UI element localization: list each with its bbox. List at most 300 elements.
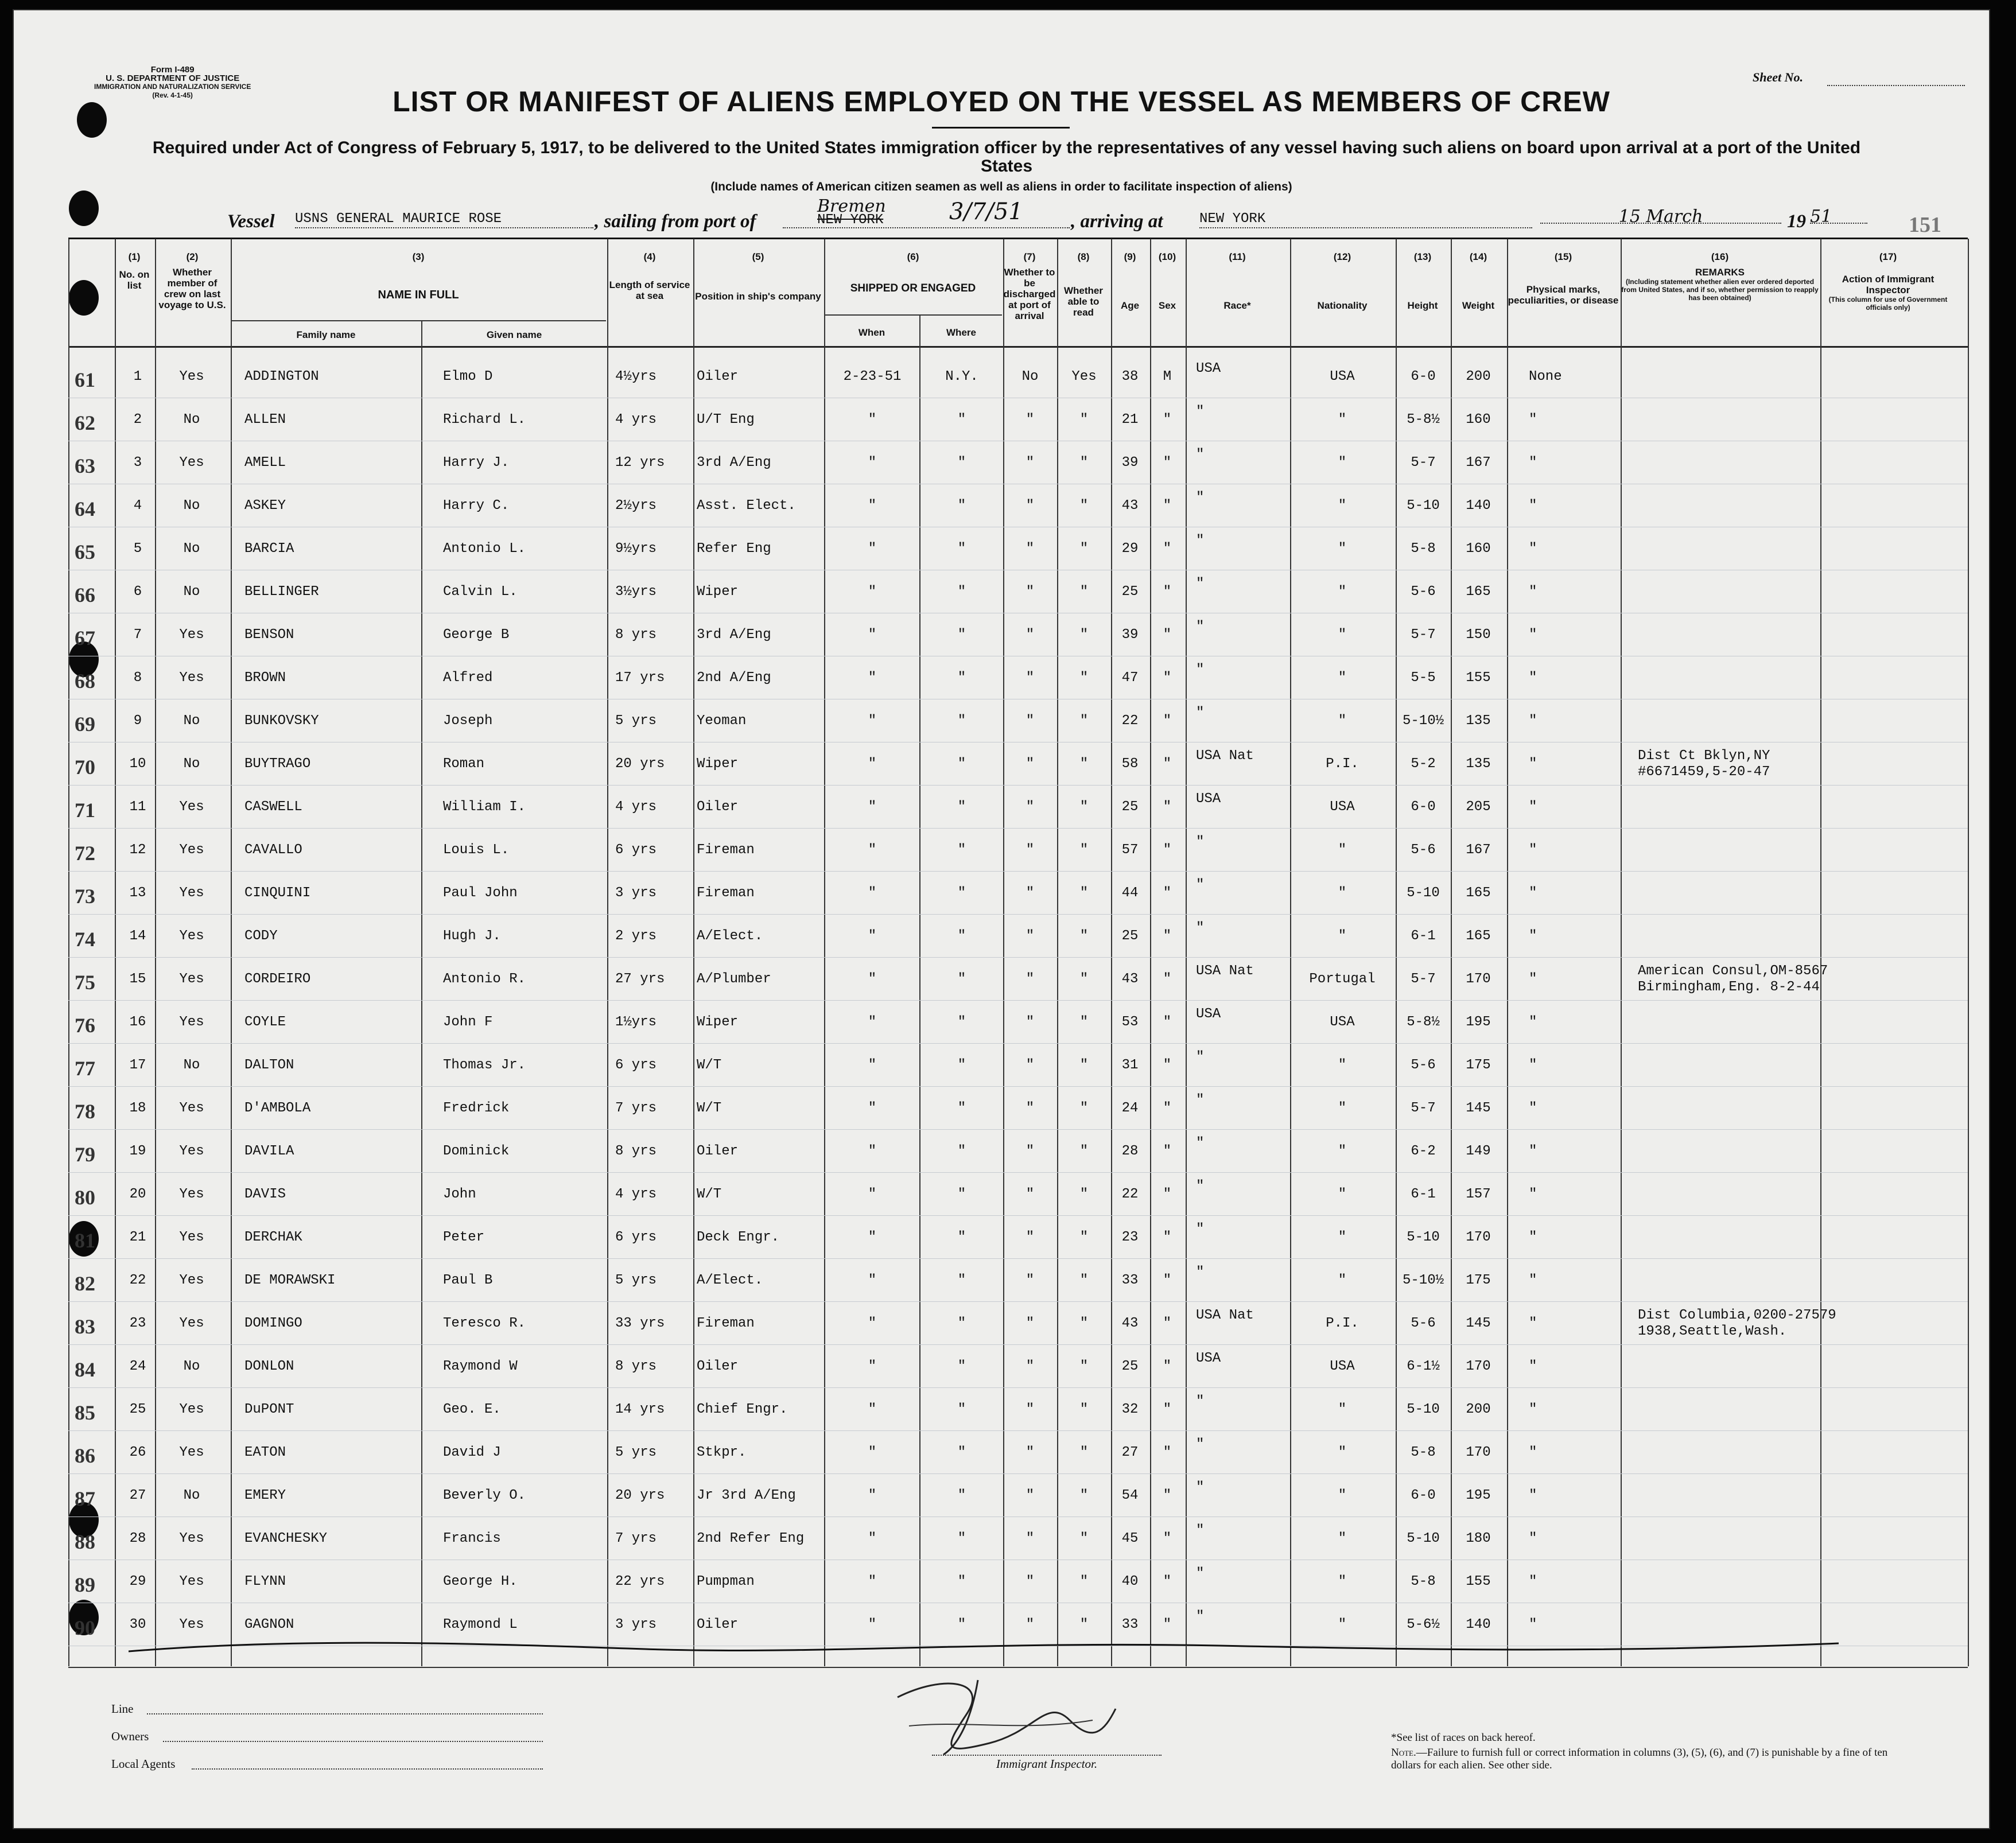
- position: Wiper: [697, 584, 739, 600]
- shipped-when: ": [868, 713, 877, 729]
- sex: ": [1163, 1402, 1172, 1417]
- able-to-read: ": [1079, 498, 1089, 514]
- position: Refer Eng: [697, 541, 771, 557]
- sheet-line-number: 77: [75, 1057, 95, 1080]
- nationality: ": [1338, 412, 1347, 427]
- column-line: [1968, 239, 1969, 1666]
- race: USA: [1196, 1006, 1221, 1022]
- discharged: ": [1026, 885, 1035, 901]
- physical-marks: ": [1529, 455, 1537, 471]
- form-title: LIST OR MANIFEST OF ALIENS EMPLOYED ON THE VESSEL AS MEMBERS OF CREW: [393, 85, 1610, 118]
- crew-last-voyage: No: [183, 1488, 200, 1503]
- discharged: ": [1026, 799, 1035, 815]
- shipped-when: ": [868, 1273, 877, 1288]
- race: ": [1196, 1136, 1205, 1151]
- service-length: 3 yrs: [615, 885, 657, 901]
- row-rule: [68, 914, 1968, 915]
- sex: ": [1163, 1187, 1172, 1202]
- able-to-read: ": [1079, 713, 1089, 729]
- form-subtitle-note: (Include names of American citizen seamen as well as aliens in order to facilitate inspection of aliens): [710, 180, 1292, 193]
- col6-subrule: [824, 314, 1002, 316]
- row-rule: [68, 1387, 1968, 1388]
- sex: ": [1163, 541, 1172, 557]
- weight: 145: [1466, 1316, 1491, 1331]
- position: Yeoman: [697, 713, 747, 729]
- race: ": [1196, 662, 1205, 678]
- given-name: Harry J.: [443, 455, 510, 471]
- physical-marks: ": [1529, 885, 1537, 901]
- able-to-read: ": [1079, 885, 1089, 901]
- given-name: Calvin L.: [443, 584, 518, 600]
- crew-last-voyage: Yes: [179, 1101, 204, 1116]
- nationality: ": [1338, 627, 1347, 643]
- owners-field[interactable]: [163, 1741, 543, 1742]
- nationality: P.I.: [1326, 1316, 1359, 1331]
- discharged: ": [1026, 584, 1035, 600]
- given-name: Raymond W: [443, 1359, 518, 1374]
- physical-marks: ": [1529, 842, 1537, 858]
- shipped-when: ": [868, 1445, 877, 1460]
- physical-marks: ": [1529, 1402, 1537, 1417]
- service-length: 6 yrs: [615, 1230, 657, 1245]
- service-length: 7 yrs: [615, 1531, 657, 1546]
- sex: ": [1163, 670, 1172, 686]
- sheet-line-number: 75: [75, 971, 95, 994]
- col2-header: Whether member of crew on last voyage to U.S.: [158, 267, 226, 310]
- crew-last-voyage: Yes: [179, 1531, 204, 1546]
- position: 3rd A/Eng: [697, 627, 771, 643]
- shipped-where: ": [957, 627, 966, 643]
- physical-marks: ": [1529, 1101, 1537, 1116]
- crew-last-voyage: No: [183, 541, 200, 557]
- able-to-read: ": [1079, 1187, 1089, 1202]
- crew-last-voyage: Yes: [179, 1445, 204, 1460]
- row-number: 5: [133, 541, 142, 557]
- physical-marks: ": [1529, 1488, 1537, 1503]
- col17-header: Action of Immigrant Inspector: [1842, 274, 1935, 295]
- position: W/T: [697, 1057, 722, 1073]
- family-name: EVANCHESKY: [244, 1531, 328, 1546]
- shipped-when: ": [868, 1402, 877, 1417]
- height: 5-7: [1411, 971, 1436, 987]
- age: 25: [1121, 928, 1139, 944]
- weight: 170: [1466, 1230, 1491, 1245]
- able-to-read: ": [1079, 1316, 1089, 1331]
- given-name: Joseph: [443, 713, 493, 729]
- sheet-line-number: 72: [75, 842, 95, 865]
- sex: ": [1163, 1057, 1172, 1073]
- sex: ": [1163, 1445, 1172, 1460]
- family-name: FLYNN: [244, 1574, 286, 1589]
- sheet-line-number: 65: [75, 541, 95, 563]
- able-to-read: ": [1079, 1445, 1089, 1460]
- family-name: CINQUINI: [244, 885, 311, 901]
- nationality: ": [1338, 1230, 1347, 1245]
- height: 5-6½: [1407, 1617, 1440, 1632]
- weight: 170: [1466, 971, 1491, 987]
- sheet-number-label: Sheet No.: [1753, 70, 1803, 84]
- sheet-line-number: 82: [75, 1272, 95, 1295]
- given-name: Dominick: [443, 1144, 510, 1159]
- col3-header: NAME IN FULL: [378, 289, 459, 301]
- sex: ": [1163, 799, 1172, 815]
- weight: 149: [1466, 1144, 1491, 1159]
- row-number: 4: [133, 498, 142, 514]
- row-number: 7: [133, 627, 142, 643]
- nationality: USA: [1330, 1014, 1355, 1030]
- col14-header: Weight: [1462, 300, 1495, 311]
- header-rule: [68, 346, 1968, 348]
- service-length: 2 yrs: [615, 928, 657, 944]
- age: 24: [1121, 1101, 1139, 1116]
- race: ": [1196, 877, 1205, 893]
- weight: 160: [1466, 541, 1491, 557]
- discharged: ": [1026, 756, 1035, 772]
- sex: ": [1163, 1101, 1172, 1116]
- height: 5-8½: [1407, 1014, 1440, 1030]
- shipped-where: ": [957, 1230, 966, 1245]
- family-name: ASKEY: [244, 498, 286, 514]
- able-to-read: ": [1079, 1101, 1089, 1116]
- race: ": [1196, 1609, 1205, 1624]
- line-label: Line: [111, 1702, 134, 1716]
- given-name: George H.: [443, 1574, 518, 1589]
- crew-last-voyage: Yes: [179, 1144, 204, 1159]
- given-name: Geo. E.: [443, 1402, 501, 1417]
- row-rule: [68, 1473, 1968, 1474]
- col10-number: (10): [1158, 251, 1176, 262]
- service-length: 27 yrs: [615, 971, 665, 987]
- weight: 140: [1466, 1617, 1491, 1632]
- sheet-line-number: 68: [75, 670, 95, 693]
- given-name: Teresco R.: [443, 1316, 526, 1331]
- discharged: ": [1026, 1359, 1035, 1374]
- sex: ": [1163, 1316, 1172, 1331]
- height: 6-0: [1411, 1488, 1436, 1503]
- discharged: ": [1026, 928, 1035, 944]
- column-line: [1186, 239, 1187, 1666]
- height: 5-8: [1411, 1445, 1436, 1460]
- discharged: ": [1026, 971, 1035, 987]
- family-name: BUNKOVSKY: [244, 713, 319, 729]
- col6-header: SHIPPED OR ENGAGED: [850, 282, 976, 294]
- race: ": [1196, 404, 1205, 419]
- height: 5-7: [1411, 455, 1436, 471]
- discharged: ": [1026, 670, 1035, 686]
- able-to-read: ": [1079, 1574, 1089, 1589]
- col6-number: (6): [907, 251, 919, 262]
- sail-date: 3/7/51: [949, 199, 1023, 225]
- remarks: American Consul,OM-8567 Birmingham,Eng. 8-2-44: [1638, 963, 1828, 995]
- crew-last-voyage: No: [183, 584, 200, 600]
- shipped-where: N.Y.: [945, 369, 978, 384]
- row-rule: [68, 1301, 1968, 1302]
- weight: 160: [1466, 412, 1491, 427]
- age: 43: [1121, 498, 1139, 514]
- col6-divider: [919, 314, 920, 1666]
- shipped-where: ": [957, 842, 966, 858]
- col13-number: (13): [1413, 251, 1432, 262]
- physical-marks: ": [1529, 1057, 1537, 1073]
- row-number: 14: [129, 928, 146, 944]
- race: USA: [1196, 1351, 1221, 1366]
- able-to-read: ": [1079, 842, 1089, 858]
- position: Oiler: [697, 1144, 739, 1159]
- sex: ": [1163, 928, 1172, 944]
- service-length: 5 yrs: [615, 713, 657, 729]
- position: Oiler: [697, 799, 739, 815]
- nationality: ": [1338, 1273, 1347, 1288]
- sheet-line-number: 80: [75, 1186, 95, 1209]
- crew-last-voyage: No: [183, 498, 200, 514]
- height: 5-10: [1407, 1230, 1440, 1245]
- sex: ": [1163, 885, 1172, 901]
- age: 47: [1121, 670, 1139, 686]
- col1-number: (1): [128, 251, 141, 262]
- nationality: USA: [1330, 369, 1355, 384]
- nationality: ": [1338, 1574, 1347, 1589]
- row-rule: [68, 871, 1968, 872]
- given-name: Peter: [443, 1230, 485, 1245]
- able-to-read: ": [1079, 1359, 1089, 1374]
- height: 5-7: [1411, 627, 1436, 643]
- able-to-read: ": [1079, 756, 1089, 772]
- discharged: ": [1026, 1101, 1035, 1116]
- crew-last-voyage: No: [183, 756, 200, 772]
- nationality: ": [1338, 541, 1347, 557]
- shipped-when: ": [868, 1359, 877, 1374]
- weight: 157: [1466, 1187, 1491, 1202]
- given-name: William I.: [443, 799, 526, 815]
- service-length: 4 yrs: [615, 799, 657, 815]
- row-number: 13: [129, 885, 146, 901]
- crew-last-voyage: No: [183, 713, 200, 729]
- weight: 170: [1466, 1445, 1491, 1460]
- row-number: 2: [133, 412, 142, 427]
- shipped-when: ": [868, 971, 877, 987]
- service-length: 33 yrs: [615, 1316, 665, 1331]
- col8-header: Whether able to read: [1064, 285, 1103, 318]
- shipped-where: ": [957, 1488, 966, 1503]
- row-number: 1: [133, 369, 142, 384]
- position: Oiler: [697, 369, 739, 384]
- shipped-when: ": [868, 455, 877, 471]
- given-name: Louis L.: [443, 842, 510, 858]
- able-to-read: ": [1079, 1057, 1089, 1073]
- sex: ": [1163, 1488, 1172, 1503]
- port-from-struck: NEW YORK: [817, 212, 884, 228]
- discharged: ": [1026, 1445, 1035, 1460]
- height: 6-2: [1411, 1144, 1436, 1159]
- column-line: [824, 239, 825, 1666]
- nationality: ": [1338, 498, 1347, 514]
- physical-marks: ": [1529, 1230, 1537, 1245]
- family-name: BARCIA: [244, 541, 294, 557]
- sex: ": [1163, 1531, 1172, 1546]
- line-field[interactable]: [147, 1713, 543, 1714]
- position: Deck Engr.: [697, 1230, 780, 1245]
- sex: ": [1163, 1144, 1172, 1159]
- shipped-when: ": [868, 1101, 877, 1116]
- arrival-date: 15 March: [1540, 207, 1781, 224]
- crew-last-voyage: Yes: [179, 1574, 204, 1589]
- physical-marks: ": [1529, 756, 1537, 772]
- given-name: Beverly O.: [443, 1488, 526, 1503]
- weight: 135: [1466, 756, 1491, 772]
- title-underline: [932, 127, 1070, 129]
- service-length: 1½yrs: [615, 1014, 657, 1030]
- height: 5-10: [1407, 885, 1440, 901]
- able-to-read: ": [1079, 1014, 1089, 1030]
- crew-last-voyage: Yes: [179, 1230, 204, 1245]
- given-name: Richard L.: [443, 412, 526, 427]
- discharged: ": [1026, 1617, 1035, 1632]
- shipped-where: ": [957, 928, 966, 944]
- service-length: 22 yrs: [615, 1574, 665, 1589]
- weight: 165: [1466, 885, 1491, 901]
- sex: M: [1163, 369, 1172, 384]
- race: ": [1196, 1049, 1205, 1065]
- nationality: ": [1338, 584, 1347, 600]
- family-name: DuPONT: [244, 1402, 294, 1417]
- physical-marks: ": [1529, 1574, 1537, 1589]
- family-name: DAVILA: [244, 1144, 294, 1159]
- service-length: 8 yrs: [615, 627, 657, 643]
- column-line: [1621, 239, 1622, 1666]
- arriving-label: , arriving at: [1071, 211, 1163, 232]
- age: 33: [1121, 1617, 1139, 1632]
- family-name: BENSON: [244, 627, 294, 643]
- family-name: COYLE: [244, 1014, 286, 1030]
- crew-last-voyage: Yes: [179, 455, 204, 471]
- shipped-when: ": [868, 842, 877, 858]
- race: ": [1196, 619, 1205, 635]
- sex: ": [1163, 498, 1172, 514]
- given-name: Fredrick: [443, 1101, 510, 1116]
- race: ": [1196, 705, 1205, 721]
- position: Wiper: [697, 1014, 739, 1030]
- row-number: 12: [129, 842, 146, 858]
- shipped-where: ": [957, 670, 966, 686]
- sheet-line-number: 61: [75, 368, 95, 391]
- height: 5-10: [1407, 1531, 1440, 1546]
- physical-marks: ": [1529, 1014, 1537, 1030]
- column-line: [155, 239, 156, 1666]
- able-to-read: ": [1079, 1531, 1089, 1546]
- position: U/T Eng: [697, 412, 755, 427]
- sheet-line-number: 70: [75, 756, 95, 779]
- row-number: 6: [133, 584, 142, 600]
- crew-last-voyage: No: [183, 1359, 200, 1374]
- physical-marks: ": [1529, 1273, 1537, 1288]
- shipped-where: ": [957, 1057, 966, 1073]
- column-line: [68, 239, 69, 1666]
- age: 22: [1121, 1187, 1139, 1202]
- shipped-where: ": [957, 1531, 966, 1546]
- local-agents-field[interactable]: [192, 1768, 543, 1770]
- sex: ": [1163, 1014, 1172, 1030]
- discharged: ": [1026, 541, 1035, 557]
- shipped-when: ": [868, 1014, 877, 1030]
- height: 5-6: [1411, 584, 1436, 600]
- vessel-label: Vessel: [227, 211, 275, 232]
- crew-last-voyage: Yes: [179, 971, 204, 987]
- col13-header: Height: [1407, 300, 1438, 311]
- age: 32: [1121, 1402, 1139, 1417]
- year-suffix: 51: [1810, 207, 1867, 224]
- discharged: No: [1021, 369, 1039, 384]
- crew-last-voyage: Yes: [179, 1273, 204, 1288]
- discharged: ": [1026, 713, 1035, 729]
- crew-last-voyage: Yes: [179, 670, 204, 686]
- age: 28: [1121, 1144, 1139, 1159]
- shipped-where: ": [957, 1273, 966, 1288]
- service-length: 3 yrs: [615, 1617, 657, 1632]
- discharged: ": [1026, 455, 1035, 471]
- crew-last-voyage: Yes: [179, 928, 204, 944]
- col3-number: (3): [412, 251, 425, 262]
- sheet-line-number: 79: [75, 1143, 95, 1166]
- column-line: [1820, 239, 1821, 1666]
- race: ": [1196, 1437, 1205, 1452]
- given-name-header: Given name: [486, 329, 542, 340]
- sheet-line-number: 62: [75, 411, 95, 434]
- row-number: 28: [129, 1531, 146, 1546]
- shipped-when: ": [868, 627, 877, 643]
- sheet-line-number: 67: [75, 627, 95, 650]
- sex: ": [1163, 627, 1172, 643]
- physical-marks: ": [1529, 498, 1537, 514]
- shipped-when: 2-23-51: [843, 369, 902, 384]
- sheet-line-number: 69: [75, 713, 95, 736]
- given-name: Raymond L: [443, 1617, 518, 1632]
- physical-marks: ": [1529, 627, 1537, 643]
- row-number: 20: [129, 1187, 146, 1202]
- race-note: *See list of races on back hereof.: [1391, 1732, 1536, 1744]
- port-to: NEW YORK: [1199, 211, 1532, 228]
- shipped-when: ": [868, 885, 877, 901]
- shipped-where: ": [957, 1316, 966, 1331]
- row-number: 23: [129, 1316, 146, 1331]
- family-name: DONLON: [244, 1359, 294, 1374]
- position: Oiler: [697, 1617, 739, 1632]
- port-from-field: [783, 196, 1070, 228]
- col9-header: Age: [1120, 300, 1140, 311]
- sex: ": [1163, 713, 1172, 729]
- nationality: ": [1338, 713, 1347, 729]
- age: 53: [1121, 1014, 1139, 1030]
- physical-marks: None: [1529, 369, 1562, 384]
- sheet-line-number: 90: [75, 1616, 95, 1639]
- age: 39: [1121, 455, 1139, 471]
- col15-number: (15): [1554, 251, 1572, 262]
- row-number: 11: [129, 799, 146, 815]
- able-to-read: ": [1079, 584, 1089, 600]
- shipped-where: ": [957, 1101, 966, 1116]
- nationality: ": [1338, 1531, 1347, 1546]
- crew-last-voyage: Yes: [179, 1187, 204, 1202]
- sheet-line-number: 84: [75, 1358, 95, 1381]
- discharged: ": [1026, 1574, 1035, 1589]
- discharged: ": [1026, 1531, 1035, 1546]
- family-name: CODY: [244, 928, 278, 944]
- nationality: ": [1338, 928, 1347, 944]
- sheet-line-number: 87: [75, 1487, 95, 1510]
- col17-note: (This column for use of Government officials only): [1828, 295, 1948, 312]
- weight: 155: [1466, 1574, 1491, 1589]
- height: 5-2: [1411, 756, 1436, 772]
- shipped-where: ": [957, 1445, 966, 1460]
